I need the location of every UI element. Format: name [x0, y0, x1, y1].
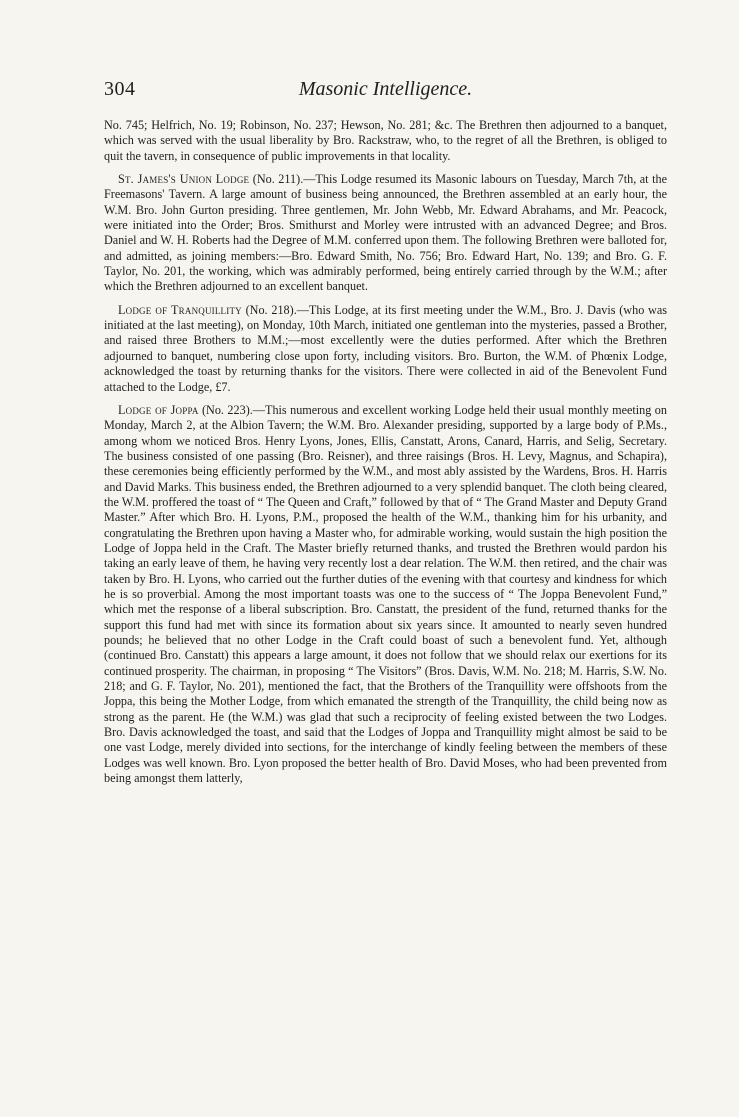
- running-title: Masonic Intelligence.: [298, 78, 473, 100]
- paragraph-st-james-union-lodge: [104, 172, 667, 295]
- paragraph-text: (No. 223).—This numerous and excellent working Lodge held their usual monthly meeting on Monday, March 2, at the Albion Tavern; the W.M. Bro. Alexander presiding, supported by a large body of P.Ms., among whom we noticed Bros. Henry Lyons, Jones, Ellis, Canstatt, Arons, Canard, Harris, and Selig, Secretary. The business consisted of one passing (Bro. Reisner), and three raisings (Bros. H. Levy, Magnus, and Schapira), these ceremonies being efficiently performed by the W.M., and most ably assisted by the Wardens, Bros. H. Harris and David Marks. This business ended, the Brethren adjourned to a very splendid banquet. The cloth being cleared, the W.M. proffered the toast of “ The Queen and Craft,” followed by that of “ The Grand Master and Deputy Grand Master.” After which Bro. H. Lyons, P.M., proposed the health of the W.M., thanking him for his urbanity, and congratulating the Brethren upon having a Master who, for admirable working, would sustain the high position the Lodge of Joppa held in the Craft. The Master briefly returned thanks, and trusted the Brethren would pardon his taking an early leave of them, he having very recently lost a dear relation. The W.M. then retired, and the chair was taken by Bro. H. Lyons, who carried out the further duties of the evening with that courtesy and kindness for which he is so proverbial. Among the most important toasts was one to the success of “ The Joppa Benevolent Fund,” which met the response of a liberal subscription. Bro. Canstatt, the president of the fund, returned thanks for the support this fund had met with since its formation about six years since. It amounted to nearly seven hundred pounds; he believed that no other Lodge in the Craft could boast of such a benevolent fund. Yet, although (continued Bro. Canstatt) this appears a large amount, it does not follow that we should relax our exertions for its continued prosperity. The chairman, in proposing “ The Visitors” (Bros. Davis, W.M. No. 218; M. Harris, S.W. No. 218; and G. F. Taylor, No. 201), mentioned the fact, that the Brothers of the Tranquillity were offshoots from the Joppa, this being the Mother Lodge, from which emanated the strength of the Tranquillity, the child being now as strong as the parent. He (the W.M.) was glad that such a reciprocity of feeling existed between the two Lodges. Bro. Davis acknowledged the toast, and said that the Lodges of Joppa and Tranquillity might almost be said to be one vast Lodge, merely divided into sections, for the interchange of kindly feeling between the members of these Lodges was well known. Bro. Lyon proposed the better health of Bro. David Moses, who had been prevented from being amongst them latterly,: [104, 402, 667, 786]
- article-body: [104, 118, 667, 786]
- lodge-name: Lodge of Joppa: [118, 402, 199, 417]
- page-number: 304: [104, 78, 136, 100]
- paragraph-text: (No. 218).—This Lodge, at its first meeting under the W.M., Bro. J. Davis (who was initiated at the last meeting), on Monday, 10th March, initiated one gentleman into the mysteries, passed a Brother, and raised three Brothers to M.M.;—most excellently were the duties performed. After which the Brethren adjourned to banquet, numbering close upon forty, including visitors. Bro. Burton, the W.M. of Phœnix Lodge, acknowledged the toast by returning thanks for the visitors. There were collected in aid of the Benevolent Fund attached to the Lodge, £7.: [104, 302, 667, 394]
- paragraph-continuation: [104, 118, 667, 164]
- paragraph-lodge-of-tranquillity: [104, 303, 667, 395]
- page-header: [104, 78, 667, 112]
- paragraph-text: No. 745; Helfrich, No. 19; Robinson, No. 237; Hewson, No. 281; &c. The Brethren then adjourned to a banquet, which was served with the usual liberality by Bro. Rackstraw, who, to the regret of all the Brethren, is obliged to quit the tavern, in consequence of public improvements in that locality.: [104, 118, 667, 163]
- paragraph-lodge-of-joppa: [104, 403, 667, 787]
- lodge-name: St. James's Union Lodge: [118, 172, 250, 187]
- paragraph-text: (No. 211).—This Lodge resumed its Masonic labours on Tuesday, March 7th, at the Freemasons' Tavern. A large amount of business being announced, the Brethren assembled at an early hour, the W.M. Bro. John Gurton presiding. Three gentlemen, Mr. John Webb, Mr. Edward Abrahams, and Mr. Peacock, were initiated into the Order; Bros. Smithurst and Morley were intrusted with an advanced Degree; and Bros. Daniel and W. H. Roberts had the Degree of M.M. conferred upon them. The following Brethren were balloted for, and admitted, as joining members:—Bro. Edward Smith, No. 756; Bro. Edward Hart, No. 139; and Bro. G. F. Taylor, No. 201, the working, which was admirably performed, being entirely carried through by the W.M.; after which the Brethren adjourned to an excellent banquet.: [104, 172, 667, 294]
- lodge-name: Lodge of Tranquillity: [118, 302, 242, 317]
